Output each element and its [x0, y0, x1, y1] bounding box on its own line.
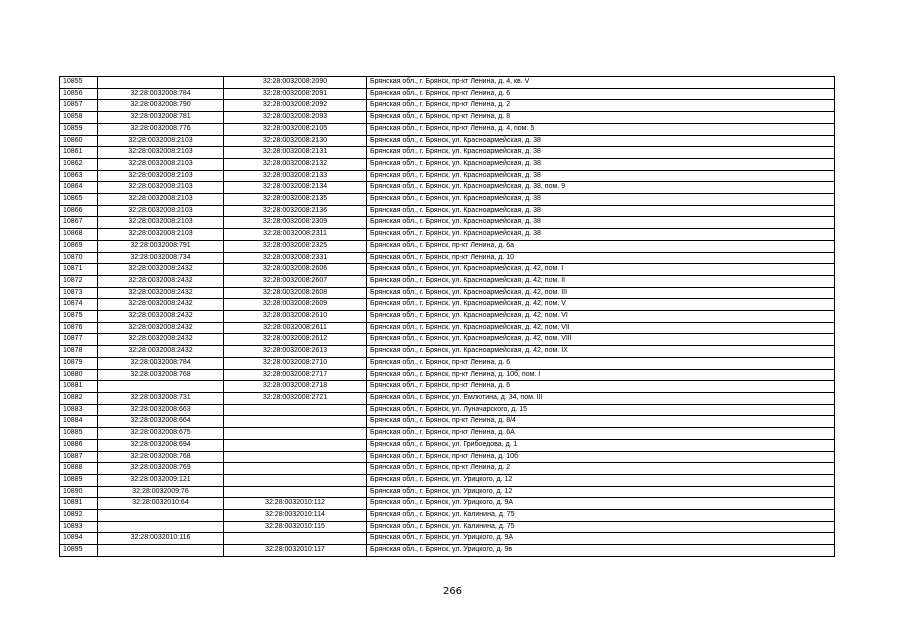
- parent-cadastral-number-cell: [98, 510, 224, 522]
- table-row: [60, 486, 835, 498]
- row-number-cell: 10888: [60, 463, 98, 475]
- table-row: [60, 428, 835, 440]
- table-row: [60, 334, 835, 346]
- parent-cadastral-number-cell: 32:28:0032010:64: [98, 498, 224, 510]
- address-cell: Брянская обл., г. Брянск, ул. Красноармейская, д. 42, пом. IX: [367, 346, 835, 358]
- table-row: [60, 217, 835, 229]
- address-cell: Брянская обл., г. Брянск, пр-кт Ленина, д. 6: [367, 381, 835, 393]
- parent-cadastral-number-cell: 32:28:0032008:663: [98, 404, 224, 416]
- address-cell: Брянская обл., г. Брянск, ул. Красноармейская, д. 42, пом. V: [367, 299, 835, 311]
- address-cell: Брянская обл., г. Брянск, пр-кт Ленина, д. 8: [367, 112, 835, 124]
- cadastral-number-cell: 32:28:0032008:2710: [224, 357, 367, 369]
- row-number-cell: 10872: [60, 275, 98, 287]
- registry-table: [59, 76, 835, 557]
- address-cell: Брянская обл., г. Брянск, ул. Красноармейская, д. 42, пом. II: [367, 275, 835, 287]
- row-number-cell: 10894: [60, 533, 98, 545]
- row-number-cell: 10873: [60, 287, 98, 299]
- table-row: [60, 416, 835, 428]
- row-number-cell: 10858: [60, 112, 98, 124]
- parent-cadastral-number-cell: 32:28:0032008:2432: [98, 299, 224, 311]
- cadastral-number-cell: [224, 404, 367, 416]
- cadastral-number-cell: 32:28:0032008:2609: [224, 299, 367, 311]
- table-row: [60, 545, 835, 557]
- table-row: [60, 510, 835, 522]
- cadastral-number-cell: 32:28:0032008:2611: [224, 322, 367, 334]
- address-cell: Брянская обл., г. Брянск, пр-кт Ленина, д. 10б, пом. I: [367, 369, 835, 381]
- row-number-cell: 10892: [60, 510, 98, 522]
- row-number-cell: 10870: [60, 252, 98, 264]
- address-cell: Брянская обл., г. Брянск, ул. Красноармейская, д. 38: [367, 229, 835, 241]
- parent-cadastral-number-cell: 32:28:0032008:2432: [98, 334, 224, 346]
- cadastral-number-cell: 32:28:0032008:2718: [224, 381, 367, 393]
- row-number-cell: 10869: [60, 240, 98, 252]
- registry-table-body: [60, 77, 835, 557]
- table-row: [60, 252, 835, 264]
- cadastral-number-cell: 32:28:0032008:2721: [224, 392, 367, 404]
- parent-cadastral-number-cell: 32:28:0032008:769: [98, 463, 224, 475]
- parent-cadastral-number-cell: 32:28:0032008:731: [98, 392, 224, 404]
- parent-cadastral-number-cell: 32:28:0032008:2432: [98, 275, 224, 287]
- table-row: [60, 392, 835, 404]
- cadastral-number-cell: 32:28:0032008:2131: [224, 147, 367, 159]
- parent-cadastral-number-cell: 32:28:0032008:2432: [98, 346, 224, 358]
- row-number-cell: 10868: [60, 229, 98, 241]
- address-cell: Брянская обл., г. Брянск, ул. Красноармейская, д. 38: [367, 170, 835, 182]
- table-row: [60, 357, 835, 369]
- row-number-cell: 10895: [60, 545, 98, 557]
- address-cell: Брянская обл., г. Брянск, ул. Красноармейская, д. 42, пом. VII: [367, 322, 835, 334]
- parent-cadastral-number-cell: 32:28:0032008:781: [98, 112, 224, 124]
- row-number-cell: 10871: [60, 264, 98, 276]
- row-number-cell: 10866: [60, 205, 98, 217]
- cadastral-number-cell: 32:28:0032010:117: [224, 545, 367, 557]
- row-number-cell: 10861: [60, 147, 98, 159]
- table-row: [60, 147, 835, 159]
- table-row: [60, 474, 835, 486]
- cadastral-number-cell: 32:28:0032008:2612: [224, 334, 367, 346]
- row-number-cell: 10882: [60, 392, 98, 404]
- parent-cadastral-number-cell: 32:28:0032010:116: [98, 533, 224, 545]
- row-number-cell: 10890: [60, 486, 98, 498]
- parent-cadastral-number-cell: 32:28:0032009:76: [98, 486, 224, 498]
- parent-cadastral-number-cell: 32:28:0032008:694: [98, 439, 224, 451]
- table-row: [60, 346, 835, 358]
- parent-cadastral-number-cell: 32:28:0032008:2103: [98, 158, 224, 170]
- address-cell: Брянская обл., г. Брянск, ул. Урицкого, д. 12: [367, 474, 835, 486]
- parent-cadastral-number-cell: 32:28:0032008:2103: [98, 217, 224, 229]
- row-number-cell: 10881: [60, 381, 98, 393]
- table-row: [60, 77, 835, 89]
- parent-cadastral-number-cell: 32:28:0032008:2432: [98, 322, 224, 334]
- cadastral-number-cell: [224, 451, 367, 463]
- cadastral-number-cell: 32:28:0032008:2608: [224, 287, 367, 299]
- table-row: [60, 311, 835, 323]
- row-number-cell: 10859: [60, 123, 98, 135]
- parent-cadastral-number-cell: 32:28:0032008:2432: [98, 287, 224, 299]
- table-row: [60, 404, 835, 416]
- parent-cadastral-number-cell: 32:28:0032008:675: [98, 428, 224, 440]
- table-row: [60, 194, 835, 206]
- row-number-cell: 10864: [60, 182, 98, 194]
- row-number-cell: 10887: [60, 451, 98, 463]
- cadastral-number-cell: [224, 439, 367, 451]
- address-cell: Брянская обл., г. Брянск, ул. Красноармейская, д. 38: [367, 205, 835, 217]
- cadastral-number-cell: 32:28:0032008:2610: [224, 311, 367, 323]
- table-row: [60, 287, 835, 299]
- table-row: [60, 369, 835, 381]
- row-number-cell: 10867: [60, 217, 98, 229]
- address-cell: Брянская обл., г. Брянск, ул. Грибоедова, д. 1: [367, 439, 835, 451]
- address-cell: Брянская обл., г. Брянск, ул. Красноармейская, д. 42, пом. I: [367, 264, 835, 276]
- cadastral-number-cell: 32:28:0032008:2130: [224, 135, 367, 147]
- address-cell: Брянская обл., г. Брянск, пр-кт Ленина, д. 10: [367, 252, 835, 264]
- address-cell: Брянская обл., г. Брянск, ул. Красноармейская, д. 38: [367, 194, 835, 206]
- address-cell: Брянская обл., г. Брянск, ул. Урицкого, д. 12: [367, 486, 835, 498]
- parent-cadastral-number-cell: 32:28:0032008:2432: [98, 264, 224, 276]
- address-cell: Брянская обл., г. Брянск, ул. Емлютина, д. 34, пом. III: [367, 392, 835, 404]
- table-row: [60, 170, 835, 182]
- parent-cadastral-number-cell: 32:28:0032008:2103: [98, 194, 224, 206]
- address-cell: Брянская обл., г. Брянск, ул. Луначарского, д. 15: [367, 404, 835, 416]
- row-number-cell: 10856: [60, 88, 98, 100]
- cadastral-number-cell: 32:28:0032008:2092: [224, 100, 367, 112]
- row-number-cell: 10862: [60, 158, 98, 170]
- cadastral-number-cell: 32:28:0032008:2105: [224, 123, 367, 135]
- parent-cadastral-number-cell: 32:28:0032008:784: [98, 88, 224, 100]
- parent-cadastral-number-cell: 32:28:0032008:776: [98, 123, 224, 135]
- address-cell: Брянская обл., г. Брянск, пр-кт Ленина, д. 6а: [367, 240, 835, 252]
- address-cell: Брянская обл., г. Брянск, пр-кт Ленина, д. 10б: [367, 451, 835, 463]
- row-number-cell: 10886: [60, 439, 98, 451]
- row-number-cell: 10865: [60, 194, 98, 206]
- cadastral-number-cell: 32:28:0032008:2309: [224, 217, 367, 229]
- row-number-cell: 10877: [60, 334, 98, 346]
- table-row: [60, 123, 835, 135]
- address-cell: Брянская обл., г. Брянск, ул. Урицкого, д. 9в: [367, 545, 835, 557]
- row-number-cell: 10874: [60, 299, 98, 311]
- cadastral-number-cell: 32:28:0032008:2136: [224, 205, 367, 217]
- table-row: [60, 463, 835, 475]
- parent-cadastral-number-cell: [98, 521, 224, 533]
- parent-cadastral-number-cell: 32:28:0032008:2103: [98, 205, 224, 217]
- address-cell: Брянская обл., г. Брянск, ул. Красноармейская, д. 38: [367, 217, 835, 229]
- address-cell: Брянская обл., г. Брянск, ул. Красноармейская, д. 38: [367, 158, 835, 170]
- row-number-cell: 10880: [60, 369, 98, 381]
- cadastral-number-cell: 32:28:0032008:2325: [224, 240, 367, 252]
- table-row: [60, 205, 835, 217]
- parent-cadastral-number-cell: [98, 77, 224, 89]
- row-number-cell: 10863: [60, 170, 98, 182]
- table-row: [60, 498, 835, 510]
- row-number-cell: 10855: [60, 77, 98, 89]
- parent-cadastral-number-cell: 32:28:0032008:768: [98, 369, 224, 381]
- table-row: [60, 182, 835, 194]
- table-row: [60, 112, 835, 124]
- parent-cadastral-number-cell: 32:28:0032008:2103: [98, 182, 224, 194]
- table-row: [60, 275, 835, 287]
- row-number-cell: 10893: [60, 521, 98, 533]
- parent-cadastral-number-cell: [98, 545, 224, 557]
- address-cell: Брянская обл., г. Брянск, ул. Урицкого, д. 9А: [367, 498, 835, 510]
- table-row: [60, 381, 835, 393]
- address-cell: Брянская обл., г. Брянск, ул. Красноармейская, д. 42, пом. III: [367, 287, 835, 299]
- table-row: [60, 451, 835, 463]
- parent-cadastral-number-cell: 32:28:0032009:121: [98, 474, 224, 486]
- address-cell: Брянская обл., г. Брянск, ул. Красноармейская, д. 42, пом. VIII: [367, 334, 835, 346]
- cadastral-number-cell: 32:28:0032008:2311: [224, 229, 367, 241]
- address-cell: Брянская обл., г. Брянск, пр-кт Ленина, д. 6А: [367, 428, 835, 440]
- address-cell: Брянская обл., г. Брянск, ул. Красноармейская, д. 38: [367, 147, 835, 159]
- table-row: [60, 135, 835, 147]
- cadastral-number-cell: 32:28:0032010:114: [224, 510, 367, 522]
- address-cell: Брянская обл., г. Брянск, пр-кт Ленина, д. 6: [367, 88, 835, 100]
- table-row: [60, 264, 835, 276]
- parent-cadastral-number-cell: 32:28:0032008:2103: [98, 229, 224, 241]
- parent-cadastral-number-cell: 32:28:0032008:2103: [98, 147, 224, 159]
- table-row: [60, 322, 835, 334]
- address-cell: Брянская обл., г. Брянск, ул. Красноармейская, д. 42, пом. VI: [367, 311, 835, 323]
- cadastral-number-cell: 32:28:0032008:2331: [224, 252, 367, 264]
- address-cell: Брянская обл., г. Брянск, ул. Калинина, д. 75: [367, 521, 835, 533]
- address-cell: Брянская обл., г. Брянск, пр-кт Ленина, д. 4, пом. 5: [367, 123, 835, 135]
- row-number-cell: 10875: [60, 311, 98, 323]
- table-row: [60, 439, 835, 451]
- cadastral-number-cell: 32:28:0032008:2090: [224, 77, 367, 89]
- address-cell: Брянская обл., г. Брянск, пр-кт Ленина, д. 6: [367, 357, 835, 369]
- cadastral-number-cell: [224, 486, 367, 498]
- parent-cadastral-number-cell: 32:28:0032008:664: [98, 416, 224, 428]
- parent-cadastral-number-cell: 32:28:0032008:2103: [98, 135, 224, 147]
- table-row: [60, 299, 835, 311]
- address-cell: Брянская обл., г. Брянск, пр-кт Ленина, д. 4, кв. V: [367, 77, 835, 89]
- address-cell: Брянская обл., г. Брянск, ул. Урицкого, д. 9А: [367, 533, 835, 545]
- address-cell: Брянская обл., г. Брянск, пр-кт Ленина, д. 8/4: [367, 416, 835, 428]
- parent-cadastral-number-cell: 32:28:0032008:2432: [98, 311, 224, 323]
- row-number-cell: 10860: [60, 135, 98, 147]
- page-number: 266: [442, 586, 463, 597]
- parent-cadastral-number-cell: 32:28:0032008:734: [98, 252, 224, 264]
- parent-cadastral-number-cell: [98, 381, 224, 393]
- cadastral-number-cell: [224, 416, 367, 428]
- table-row: [60, 240, 835, 252]
- cadastral-number-cell: 32:28:0032008:2093: [224, 112, 367, 124]
- table-row: [60, 158, 835, 170]
- address-cell: Брянская обл., г. Брянск, ул. Красноармейская, д. 38: [367, 135, 835, 147]
- cadastral-number-cell: 32:28:0032008:2613: [224, 346, 367, 358]
- row-number-cell: 10878: [60, 346, 98, 358]
- cadastral-number-cell: 32:28:0032008:2606: [224, 264, 367, 276]
- row-number-cell: 10879: [60, 357, 98, 369]
- parent-cadastral-number-cell: 32:28:0032008:2103: [98, 170, 224, 182]
- table-row: [60, 229, 835, 241]
- parent-cadastral-number-cell: 32:28:0032008:791: [98, 240, 224, 252]
- cadastral-number-cell: 32:28:0032008:2134: [224, 182, 367, 194]
- cadastral-number-cell: 32:28:0032008:2717: [224, 369, 367, 381]
- row-number-cell: 10857: [60, 100, 98, 112]
- row-number-cell: 10883: [60, 404, 98, 416]
- parent-cadastral-number-cell: 32:28:0032008:790: [98, 100, 224, 112]
- address-cell: Брянская обл., г. Брянск, ул. Калинина, д. 75: [367, 510, 835, 522]
- cadastral-number-cell: 32:28:0032010:112: [224, 498, 367, 510]
- table-row: [60, 100, 835, 112]
- table-row: [60, 533, 835, 545]
- cadastral-number-cell: [224, 463, 367, 475]
- row-number-cell: 10876: [60, 322, 98, 334]
- cadastral-number-cell: 32:28:0032008:2091: [224, 88, 367, 100]
- table-row: [60, 521, 835, 533]
- address-cell: Брянская обл., г. Брянск, ул. Красноармейская, д. 38, пом. 9: [367, 182, 835, 194]
- row-number-cell: 10884: [60, 416, 98, 428]
- cadastral-number-cell: 32:28:0032008:2135: [224, 194, 367, 206]
- cadastral-number-cell: 32:28:0032008:2133: [224, 170, 367, 182]
- cadastral-number-cell: 32:28:0032010:115: [224, 521, 367, 533]
- address-cell: Брянская обл., г. Брянск, пр-кт Ленина, д. 2: [367, 463, 835, 475]
- cadastral-number-cell: 32:28:0032008:2607: [224, 275, 367, 287]
- row-number-cell: 10891: [60, 498, 98, 510]
- cadastral-number-cell: [224, 474, 367, 486]
- cadastral-number-cell: [224, 428, 367, 440]
- table-row: [60, 88, 835, 100]
- row-number-cell: 10885: [60, 428, 98, 440]
- address-cell: Брянская обл., г. Брянск, пр-кт Ленина, д. 2: [367, 100, 835, 112]
- parent-cadastral-number-cell: 32:28:0032008:784: [98, 357, 224, 369]
- parent-cadastral-number-cell: 32:28:0032008:768: [98, 451, 224, 463]
- cadastral-number-cell: [224, 533, 367, 545]
- cadastral-number-cell: 32:28:0032008:2132: [224, 158, 367, 170]
- row-number-cell: 10889: [60, 474, 98, 486]
